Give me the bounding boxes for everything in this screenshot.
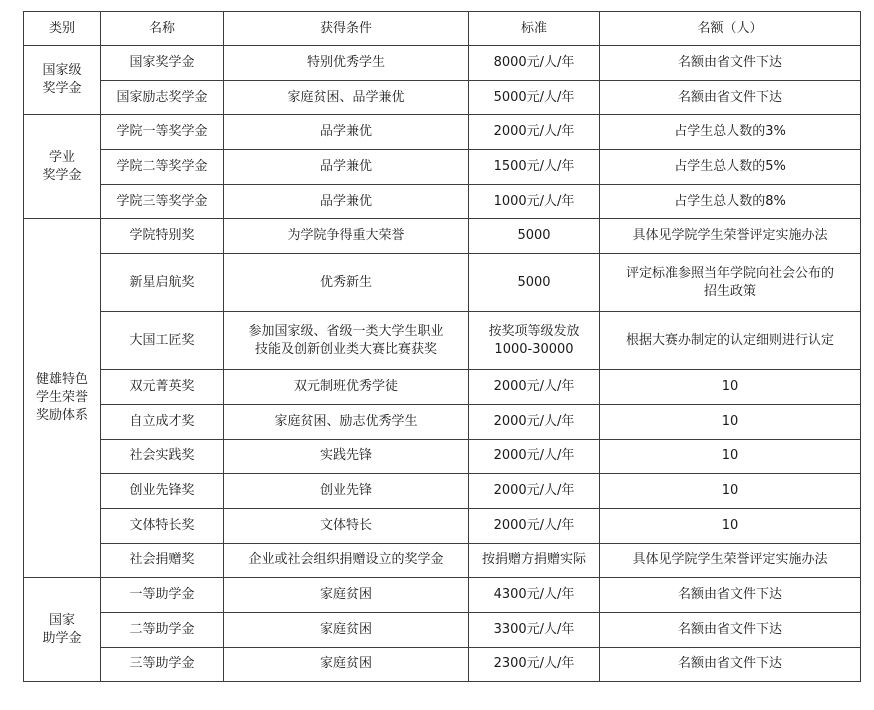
condition-cell: 创业先锋	[224, 474, 469, 509]
table-row	[24, 543, 861, 578]
scholarship-table	[23, 11, 861, 682]
table-row	[24, 578, 861, 613]
table-row	[24, 254, 861, 312]
table-row	[24, 150, 861, 185]
table-row	[24, 184, 861, 219]
quota-cell: 名额由省文件下达	[600, 46, 861, 81]
quota-cell: 10	[600, 508, 861, 543]
condition-cell: 优秀新生	[224, 254, 469, 312]
award-name-cell: 创业先锋奖	[101, 474, 224, 509]
header-standard: 标准	[469, 12, 600, 46]
quota-cell: 10	[600, 404, 861, 439]
quota-cell: 占学生总人数的3%	[600, 115, 861, 150]
category-cell: 国家 助学金	[24, 578, 101, 682]
award-name-cell: 学院一等奖学金	[101, 115, 224, 150]
standard-cell: 2000元/人/年	[469, 474, 600, 509]
condition-cell: 实践先锋	[224, 439, 469, 474]
quota-cell: 具体见学院学生荣誉评定实施办法	[600, 543, 861, 578]
award-name-cell: 社会实践奖	[101, 439, 224, 474]
quota-cell: 10	[600, 370, 861, 405]
standard-cell: 按奖项等级发放 1000-30000	[469, 312, 600, 370]
standard-cell: 5000元/人/年	[469, 80, 600, 115]
condition-cell: 家庭贫困	[224, 647, 469, 682]
award-name-cell: 一等助学金	[101, 578, 224, 613]
condition-cell: 家庭贫困、励志优秀学生	[224, 404, 469, 439]
standard-cell: 2000元/人/年	[469, 439, 600, 474]
standard-cell: 1500元/人/年	[469, 150, 600, 185]
standard-cell: 8000元/人/年	[469, 46, 600, 81]
award-name-cell: 社会捐赠奖	[101, 543, 224, 578]
table-row	[24, 508, 861, 543]
standard-cell: 2000元/人/年	[469, 404, 600, 439]
standard-cell: 2000元/人/年	[469, 370, 600, 405]
award-name-cell: 二等助学金	[101, 612, 224, 647]
quota-cell: 根据大赛办制定的认定细则进行认定	[600, 312, 861, 370]
standard-cell: 按捐赠方捐赠实际	[469, 543, 600, 578]
table-row	[24, 115, 861, 150]
condition-cell: 参加国家级、省级一类大学生职业 技能及创新创业类大赛比赛获奖	[224, 312, 469, 370]
table-row	[24, 474, 861, 509]
award-name-cell: 国家奖学金	[101, 46, 224, 81]
table-row	[24, 219, 861, 254]
table-row	[24, 312, 861, 370]
header-name: 名称	[101, 12, 224, 46]
condition-cell: 文体特长	[224, 508, 469, 543]
header-category: 类别	[24, 12, 101, 46]
quota-cell: 10	[600, 439, 861, 474]
condition-cell: 家庭贫困	[224, 578, 469, 613]
award-name-cell: 学院三等奖学金	[101, 184, 224, 219]
quota-cell: 名额由省文件下达	[600, 612, 861, 647]
standard-cell: 1000元/人/年	[469, 184, 600, 219]
award-name-cell: 三等助学金	[101, 647, 224, 682]
table-row	[24, 80, 861, 115]
category-cell: 健雄特色 学生荣誉 奖励体系	[24, 219, 101, 578]
table-row	[24, 370, 861, 405]
condition-cell: 为学院争得重大荣誉	[224, 219, 469, 254]
category-cell: 学业 奖学金	[24, 115, 101, 219]
condition-cell: 特别优秀学生	[224, 46, 469, 81]
condition-cell: 品学兼优	[224, 150, 469, 185]
table-row	[24, 46, 861, 81]
condition-cell: 家庭贫困、品学兼优	[224, 80, 469, 115]
standard-cell: 2000元/人/年	[469, 115, 600, 150]
standard-cell: 2300元/人/年	[469, 647, 600, 682]
standard-cell: 5000	[469, 219, 600, 254]
award-name-cell: 大国工匠奖	[101, 312, 224, 370]
standard-cell: 5000	[469, 254, 600, 312]
category-cell: 国家级 奖学金	[24, 46, 101, 115]
award-name-cell: 新星启航奖	[101, 254, 224, 312]
quota-cell: 占学生总人数的8%	[600, 184, 861, 219]
award-name-cell: 文体特长奖	[101, 508, 224, 543]
table-row	[24, 439, 861, 474]
table-body	[24, 46, 861, 682]
condition-cell: 品学兼优	[224, 115, 469, 150]
quota-cell: 名额由省文件下达	[600, 80, 861, 115]
condition-cell: 双元制班优秀学徒	[224, 370, 469, 405]
condition-cell: 品学兼优	[224, 184, 469, 219]
quota-cell: 评定标准参照当年学院向社会公布的 招生政策	[600, 254, 861, 312]
condition-cell: 企业或社会组织捐赠设立的奖学金	[224, 543, 469, 578]
quota-cell: 名额由省文件下达	[600, 647, 861, 682]
header-quota: 名额（人）	[600, 12, 861, 46]
condition-cell: 家庭贫困	[224, 612, 469, 647]
table-row	[24, 612, 861, 647]
award-name-cell: 学院二等奖学金	[101, 150, 224, 185]
table-row	[24, 404, 861, 439]
header-condition: 获得条件	[224, 12, 469, 46]
standard-cell: 3300元/人/年	[469, 612, 600, 647]
quota-cell: 具体见学院学生荣誉评定实施办法	[600, 219, 861, 254]
award-name-cell: 国家励志奖学金	[101, 80, 224, 115]
quota-cell: 10	[600, 474, 861, 509]
award-name-cell: 自立成才奖	[101, 404, 224, 439]
table-row	[24, 647, 861, 682]
quota-cell: 占学生总人数的5%	[600, 150, 861, 185]
award-name-cell: 学院特别奖	[101, 219, 224, 254]
standard-cell: 4300元/人/年	[469, 578, 600, 613]
award-name-cell: 双元菁英奖	[101, 370, 224, 405]
standard-cell: 2000元/人/年	[469, 508, 600, 543]
quota-cell: 名额由省文件下达	[600, 578, 861, 613]
header-row	[24, 12, 861, 46]
